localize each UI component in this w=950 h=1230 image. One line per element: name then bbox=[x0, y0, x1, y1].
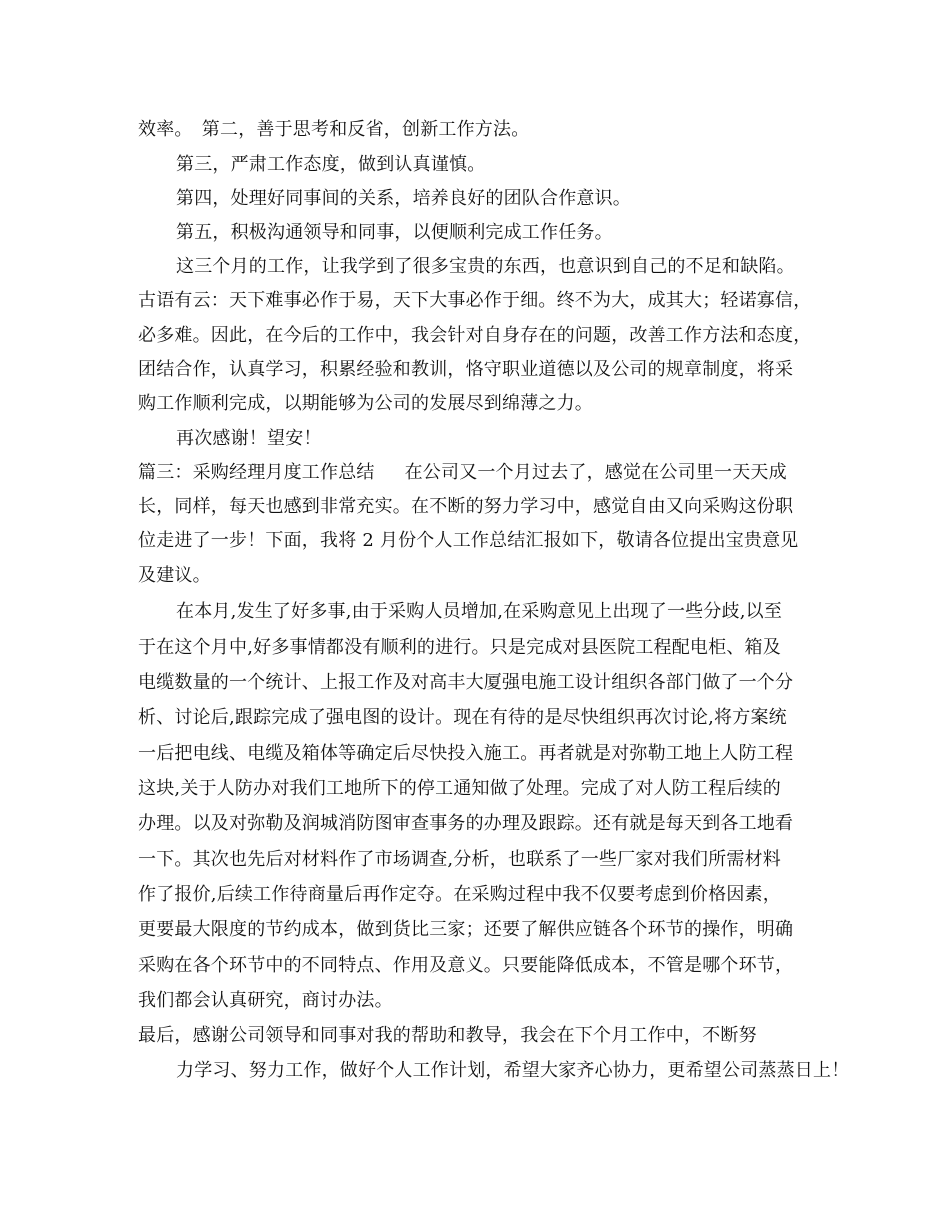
text-line: 办理。以及对弥勒及润城消防图审查事务的办理及跟踪。还有就是每天到各工地看 bbox=[138, 813, 794, 834]
text-line: 效率。 第二，善于思考和反省，创新工作方法。 bbox=[138, 119, 530, 140]
text-line: 一后把电线、电缆及箱体等确定后尽快投入施工。再者就是对弥勒工地上人防工程 bbox=[138, 743, 794, 764]
paragraph-start: 在公司又一个月过去了，感觉在公司里一天天成 bbox=[404, 462, 787, 483]
text-line: 古语有云：天下难事必作于易，天下大事必作于细。终不为大，成其大；轻诺寡信， bbox=[138, 290, 812, 311]
text-line: 我们都会认真研究，商讨办法。 bbox=[138, 990, 393, 1011]
text-line: 必多难。因此，在今后的工作中，我会针对自身存在的问题，改善工作方法和态度， bbox=[138, 325, 812, 346]
text-line: 长，同样，每天也感到非常充实。在不断的努力学习中，感觉自由又向采购这份职 bbox=[138, 496, 794, 517]
text-line: 于在这个月中,好多事情都没有顺利的进行。只是完成对县医院工程配电柜、箱及 bbox=[138, 637, 781, 658]
text-line: 第五，积极沟通领导和同事，以便顺利完成工作任务。 bbox=[176, 222, 613, 243]
text-line bbox=[138, 458, 787, 488]
text-line: 最后，感谢公司领导和同事对我的帮助和教导，我会在下个月工作中，不断努 bbox=[138, 1025, 757, 1046]
text-line: 位走进了一步！下面，我将 2 月份个人工作总结汇报如下，敬请各位提出宝贵意见 bbox=[138, 530, 799, 551]
text-line: 团结合作，认真学习，积累经验和教训，恪守职业道德以及公司的规章制度，将采 bbox=[138, 359, 794, 380]
text-line: 在本月,发生了好多事,由于采购人员增加,在采购意见上出现了一些分歧,以至 bbox=[176, 601, 783, 622]
text-line: 采购在各个环节中的不同特点、作用及意义。只要能降低成本，不管是哪个环节， bbox=[138, 955, 794, 976]
text-line: 析、讨论后,跟踪完成了强电图的设计。现在有待的是尽快组织再次讨论,将方案统 bbox=[138, 707, 787, 728]
text-line: 力学习、努力工作，做好个人工作计划，希望大家齐心协力，更希望公司蒸蒸日上！ bbox=[176, 1060, 850, 1081]
text-line: 第三，严肃工作态度，做到认真谨慎。 bbox=[176, 154, 486, 175]
text-line: 第四，处理好同事间的关系，培养良好的团队合作意识。 bbox=[176, 188, 631, 209]
section-heading: 篇三：采购经理月度工作总结 bbox=[138, 462, 375, 483]
text-line: 再次感谢！望安！ bbox=[176, 428, 322, 449]
text-line: 购工作顺利完成，以期能够为公司的发展尽到绵薄之力。 bbox=[138, 393, 593, 414]
text-line: 更要最大限度的节约成本，做到货比三家；还要了解供应链各个环节的操作，明确 bbox=[138, 919, 794, 940]
text-line: 及建议。 bbox=[138, 565, 211, 586]
text-line: 这块,关于人防办对我们工地所下的停工通知做了处理。完成了对人防工程后续的 bbox=[138, 778, 781, 799]
text-line: 电缆数量的一个统计、上报工作及对高丰大厦强电施工设计组织各部门做了一个分 bbox=[138, 672, 794, 693]
text-line: 一下。其次也先后对材料作了市场调查,分析，也联系了一些厂家对我们所需材料 bbox=[138, 849, 781, 870]
text-line: 作了报价,后续工作待商量后再作定夺。在采购过程中我不仅要考虑到价格因素， bbox=[138, 884, 781, 905]
text-line: 这三个月的工作，让我学到了很多宝贵的东西，也意识到自己的不足和缺陷。 bbox=[176, 256, 795, 277]
